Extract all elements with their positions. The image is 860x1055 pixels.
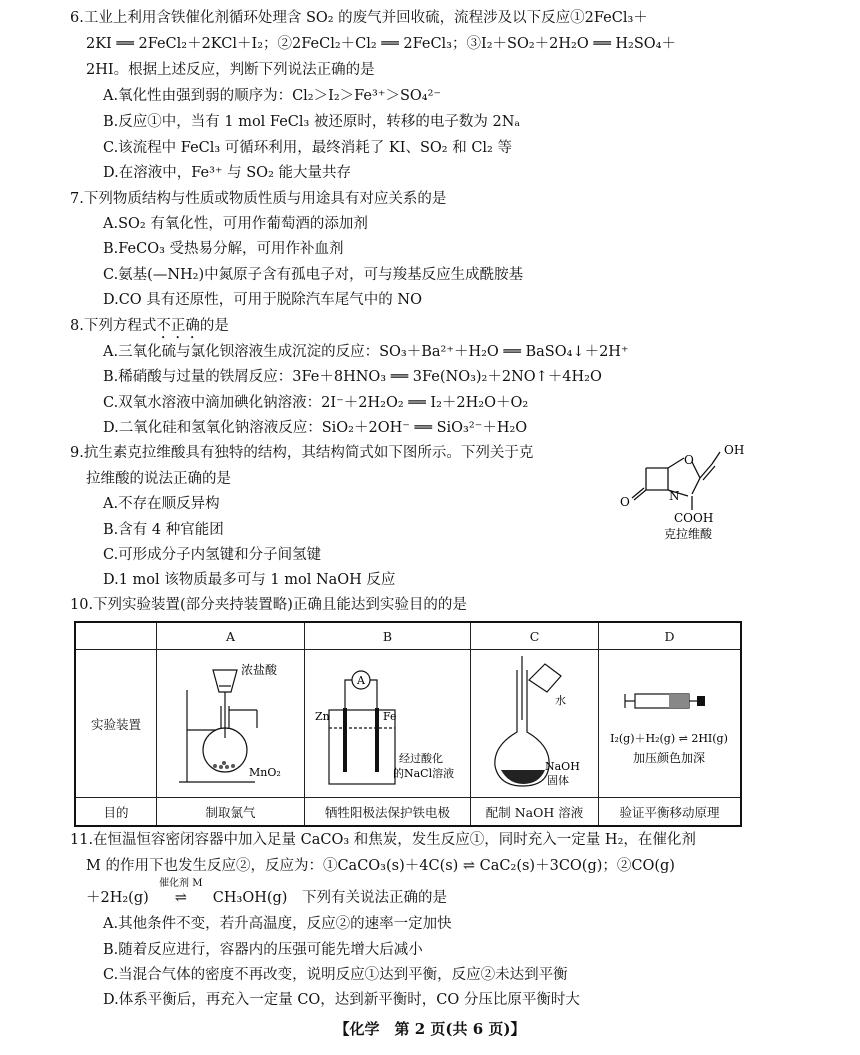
q11-option-c: C.当混合气体的密度不再改变，说明反应①达到平衡，反应②未达到平衡 bbox=[103, 967, 568, 983]
table-header-row bbox=[75, 622, 741, 650]
q7-option-c: C.氨基(—NH₂)中氮原子含有孤电子对，可与羧基反应生成酰胺基 bbox=[103, 267, 524, 283]
chlorine-generator-diagram bbox=[157, 650, 304, 794]
q11-option-a: A.其他条件不变，若升高温度，反应②的速率一定加快 bbox=[103, 916, 452, 932]
q9-option-b: B.含有 4 种官能团 bbox=[103, 522, 224, 538]
sacrificial-anode-diagram bbox=[305, 650, 470, 794]
q11-line3-post: CH₃OH(g) 下列有关说法正确的是 bbox=[212, 890, 447, 906]
header-col-c: C bbox=[471, 622, 599, 650]
mol-ring-oxygen-label: O bbox=[684, 453, 694, 467]
experiment-table bbox=[74, 621, 742, 827]
row-label-apparatus: 实验装置 bbox=[75, 650, 157, 798]
q6-stem-line3: 2HI。根据上述反应，判断下列说法正确的是 bbox=[86, 62, 375, 78]
label-acidified-nacl-2: 的NaCl溶液 bbox=[393, 767, 455, 780]
q8-option-d: D.二氧化硅和氢氧化钠溶液反应：SiO₂＋2OH⁻ ══ SiO₃²⁻＋H₂O bbox=[103, 420, 528, 436]
label-pressure-note: 加压颜色加深 bbox=[632, 751, 706, 765]
q6-option-d: D.在溶液中，Fe³⁺ 与 SO₂ 能大量共存 bbox=[103, 165, 351, 181]
label-zn: Zn bbox=[315, 710, 330, 723]
header-blank bbox=[75, 622, 157, 650]
ammeter-label: A bbox=[357, 674, 365, 687]
q9-option-d: D.1 mol 该物质最多可与 1 mol NaOH 反应 bbox=[103, 572, 396, 588]
label-acidified-nacl-1: 经过酸化 bbox=[399, 752, 443, 765]
q6-stem-line2: 2KI ══ 2FeCl₂＋2KCl＋I₂；②2FeCl₂＋Cl₂ ══ 2FeCl₃；③I₂＋SO₂＋2H₂O ══ H₂SO₄＋ bbox=[86, 36, 676, 52]
purpose-c: 配制 NaOH 溶液 bbox=[471, 798, 599, 827]
q11-stem-line3 bbox=[86, 878, 447, 908]
clavulanic-acid-structure bbox=[608, 440, 748, 540]
q8-stem bbox=[70, 316, 229, 342]
q11-line3-pre: ＋2H₂(g) bbox=[86, 890, 149, 906]
q6-option-a: A.氧化性由强到弱的顺序为：Cl₂＞I₂＞Fe³⁺＞SO₄²⁻ bbox=[103, 88, 442, 104]
purpose-d: 验证平衡移动原理 bbox=[599, 798, 742, 827]
mol-caption: 克拉维酸 bbox=[664, 527, 713, 540]
table-apparatus-row bbox=[75, 650, 741, 798]
mol-cooh-label: COOH bbox=[674, 511, 714, 525]
apparatus-c bbox=[471, 650, 599, 798]
mol-keto-oxygen-label: O bbox=[620, 495, 630, 509]
header-col-b: B bbox=[305, 622, 471, 650]
table-purpose-row bbox=[75, 798, 741, 827]
q10-stem: 10.下列实验装置(部分夹持装置略)正确且能达到实验目的的是 bbox=[70, 597, 467, 613]
header-col-a: A bbox=[157, 622, 305, 650]
q6-option-b: B.反应①中，当有 1 mol FeCl₃ 被还原时，转移的电子数为 2Nₐ bbox=[103, 114, 521, 130]
q8-option-b: B.稀硝酸与过量的铁屑反应：3Fe＋8HNO₃ ══ 3Fe(NO₃)₂＋2NO↑＋4H₂O bbox=[103, 369, 602, 385]
label-solid: 固体 bbox=[547, 774, 569, 787]
q11-option-b: B.随着反应进行，容器内的压强可能先增大后减小 bbox=[103, 942, 423, 958]
q9-option-a: A.不存在顺反异构 bbox=[103, 496, 220, 512]
label-fe: Fe bbox=[383, 710, 397, 723]
mol-oh-label: OH bbox=[724, 443, 745, 457]
q9-option-c: C.可形成分子内氢键和分子间氢键 bbox=[103, 547, 322, 563]
q7-option-b: B.FeCO₃ 受热易分解，可用作补血剂 bbox=[103, 241, 344, 257]
q6-stem-line1: 6.工业上利用含铁催化剂循环处理含 SO₂ 的废气并回收硫，流程涉及以下反应①2FeCl₃＋ bbox=[70, 10, 648, 26]
q9-stem-line1: 9.抗生素克拉维酸具有独特的结构，其结构简式如下图所示。下列关于克 bbox=[70, 445, 534, 461]
purpose-a: 制取氯气 bbox=[157, 798, 305, 827]
page-footer: 【化学 第 2 页(共 6 页)】 bbox=[334, 1020, 526, 1038]
q6-option-c: C.该流程中 FeCl₃ 可循环利用，最终消耗了 KI、SO₂ 和 Cl₂ 等 bbox=[103, 140, 512, 156]
q7-option-d: D.CO 具有还原性，可用于脱除汽车尾气中的 NO bbox=[103, 292, 422, 308]
catalyst-arrow: 催化剂 M ⇌ bbox=[149, 888, 213, 908]
q9-stem-line2: 拉维酸的说法正确的是 bbox=[86, 471, 231, 487]
q8-option-c: C.双氧水溶液中滴加碘化钠溶液：2I⁻＋2H₂O₂ ══ I₂＋2H₂O＋O₂ bbox=[103, 395, 529, 411]
label-equilibrium: I₂(g)＋H₂(g) ⇌ 2HI(g) bbox=[610, 732, 728, 745]
apparatus-a bbox=[157, 650, 305, 798]
syringe-diagram bbox=[599, 650, 740, 794]
q8-option-a: A.三氧化硫与氯化钡溶液生成沉淀的反应：SO₃＋Ba²⁺＋H₂O ══ BaSO₄↓＋2H⁺ bbox=[103, 344, 629, 360]
label-mno2: MnO₂ bbox=[249, 766, 281, 779]
apparatus-d bbox=[599, 650, 742, 798]
label-naoh: NaOH bbox=[545, 760, 580, 773]
q7-stem: 7.下列物质结构与性质或物质性质与用途具有对应关系的是 bbox=[70, 191, 447, 207]
label-water: 水 bbox=[555, 694, 566, 707]
q11-stem-line2: M 的作用下也发生反应②，反应为：①CaCO₃(s)＋4C(s) ⇌ CaC₂(s)＋3CO(g)；②CO(g) bbox=[86, 858, 675, 874]
q11-option-d: D.体系平衡后，再充入一定量 CO，达到新平衡时，CO 分压比原平衡时大 bbox=[103, 992, 580, 1008]
q8-stem-post: 的是 bbox=[199, 318, 229, 334]
mol-nitrogen-label: N bbox=[669, 489, 680, 503]
catalyst-label: 催化剂 M bbox=[159, 878, 203, 889]
row-label-purpose: 目的 bbox=[75, 798, 157, 827]
header-col-d: D bbox=[599, 622, 742, 650]
q8-stem-pre: 8.下列方程式 bbox=[70, 318, 157, 334]
purpose-b: 牺牲阳极法保护铁电极 bbox=[305, 798, 471, 827]
q8-stem-emphasis: 不正确 bbox=[156, 318, 200, 334]
q11-stem-line1: 11.在恒温恒容密闭容器中加入足量 CaCO₃ 和焦炭，发生反应①，同时充入一定量 H₂，在催化剂 bbox=[70, 832, 696, 848]
label-conc-hcl: 浓盐酸 bbox=[241, 663, 278, 677]
volumetric-flask-diagram bbox=[471, 650, 598, 794]
q7-option-a: A.SO₂ 有氧化性，可用作葡萄酒的添加剂 bbox=[103, 216, 368, 232]
apparatus-b bbox=[305, 650, 471, 798]
